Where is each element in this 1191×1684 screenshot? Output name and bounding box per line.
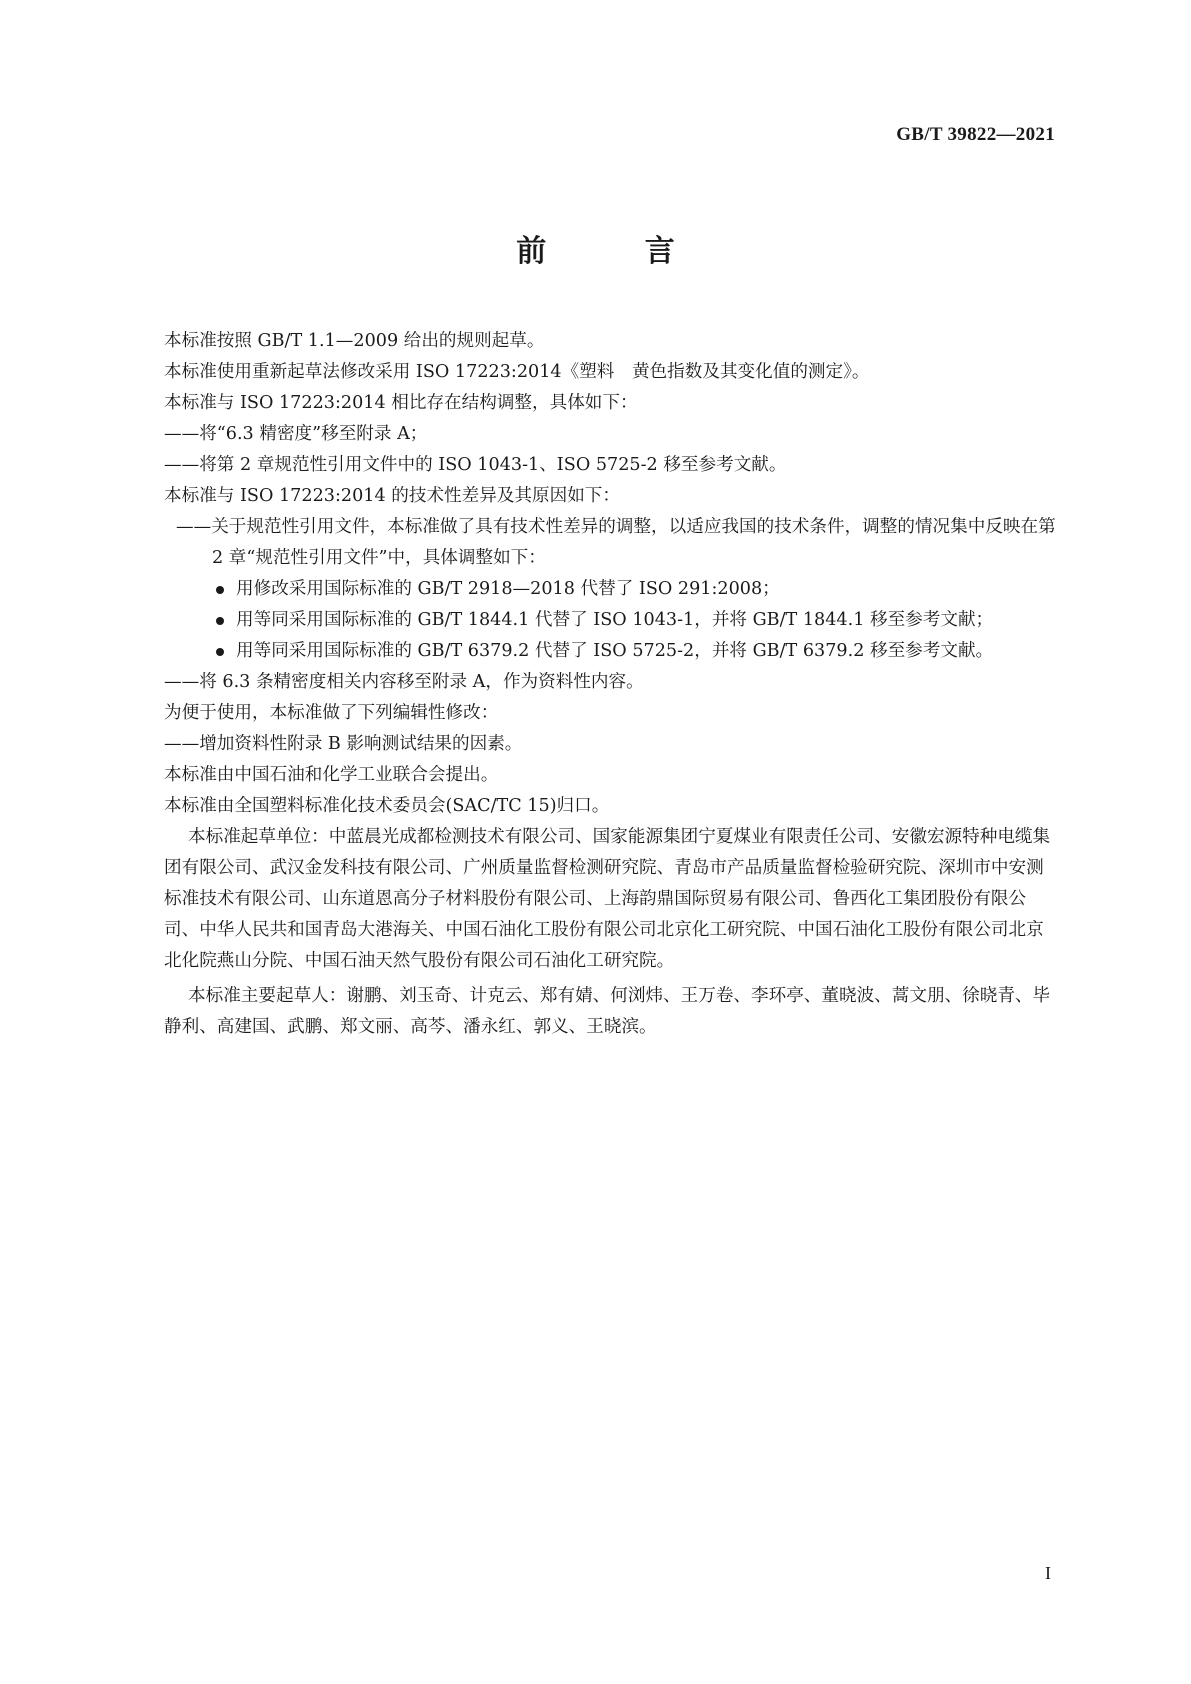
paragraph-drafters bbox=[164, 981, 1056, 1043]
paragraph-proposer: 本标准由中国石油和化学工业联合会提出。 bbox=[164, 765, 499, 785]
paragraph-technical-intro: 本标准与 ISO 17223:2014 的技术性差异及其原因如下： bbox=[164, 486, 620, 506]
page-number: I bbox=[1045, 1563, 1051, 1583]
paragraph-editorial-intro: 为便于使用，本标准做了下列编辑性修改： bbox=[164, 703, 499, 723]
bullet-item-1: 用修改采用国际标准的 GB/T 2918—2018 代替了 ISO 291:2008； bbox=[176, 574, 1056, 605]
page-title: 前 言 bbox=[516, 234, 719, 269]
list-item-technical-2: ——将 6.3 条精密度相关内容移至附录 A，作为资料性内容。 bbox=[164, 672, 644, 692]
drafters-text: 本标准主要起草人：谢鹏、刘玉奇、计克云、郑有婧、何浏炜、王万卷、李环亭、董晓波、蒿文朋、徐晓青、毕静利、高建国、武鹏、郑文丽、高芩、潘永红、郭义、王晓滨。 bbox=[164, 986, 1051, 1037]
list-item-technical-1: ——关于规范性引用文件，本标准做了具有技术性差异的调整，以适应我国的技术条件，调整的情况集中反映在第 2 章“规范性引用文件”中，具体调整如下： bbox=[176, 517, 1056, 568]
list-item-structure-2: ——将第 2 章规范性引用文件中的 ISO 1043-1、ISO 5725-2 移至参考文献。 bbox=[164, 455, 787, 475]
document-code: GB/T 39822—2021 bbox=[896, 124, 1055, 145]
paragraph-drafting-rules: 本标准按照 GB/T 1.1—2009 给出的规则起草。 bbox=[164, 331, 545, 351]
paragraph-drafting-units bbox=[164, 822, 1056, 977]
paragraph-structure-intro: 本标准与 ISO 17223:2014 相比存在结构调整，具体如下： bbox=[164, 393, 638, 413]
bullet-item-2: 用等同采用国际标准的 GB/T 1844.1 代替了 ISO 1043-1，并将 GB/T 1844.1 移至参考文献； bbox=[176, 605, 1056, 636]
list-item-structure-1: ——将“6.3 精密度”移至附录 A； bbox=[164, 424, 428, 444]
list-item-editorial-1: ——增加资料性附录 B 影响测试结果的因素。 bbox=[164, 734, 523, 754]
paragraph-committee: 本标准由全国塑料标准化技术委员会(SAC/TC 15)归口。 bbox=[164, 796, 610, 816]
document-body bbox=[164, 326, 1056, 1043]
paragraph-adoption: 本标准使用重新起草法修改采用 ISO 17223:2014《塑料 黄色指数及其变化值的测定》。 bbox=[164, 362, 870, 382]
drafting-units-text: 本标准起草单位：中蓝晨光成都检测技术有限公司、国家能源集团宁夏煤业有限责任公司、安徽宏源特种电缆集团有限公司、武汉金发科技有限公司、广州质量监督检测研究院、青岛市产品质量监督检验研究院、深圳市中安测标准技术有限公司、山东道恩高分子材料股份有限公司、上海韵鼎国际贸易有限公司、鲁西化工集团股份有限公司、中华人民共和国青岛大港海关、中国石油化工股份有限公司北京化工研究院、中国石油化工股份有限公司北京北化院燕山分院、中国石油天然气股份有限公司石油化工研究院。 bbox=[164, 827, 1051, 971]
bullet-item-3: 用等同采用国际标准的 GB/T 6379.2 代替了 ISO 5725-2，并将 GB/T 6379.2 移至参考文献。 bbox=[176, 636, 1056, 667]
